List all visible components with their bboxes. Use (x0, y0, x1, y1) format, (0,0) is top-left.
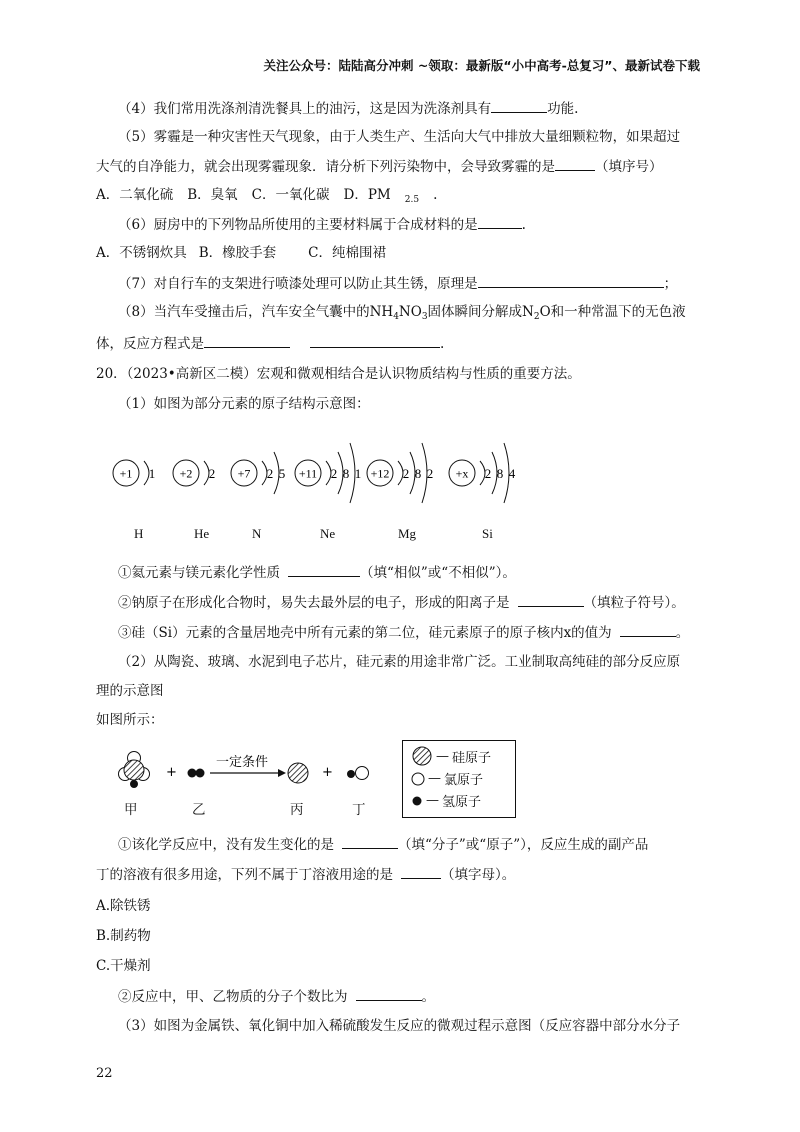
q20-sub2: ②钠原子在形成化合物时，易失去最外层的电子，形成的阳离子是 （填粒子符号）。 (118, 592, 685, 613)
q19-part6-options: A．不锈钢炊具 B．橡胶手套 C．纯棉围裙 (96, 245, 387, 261)
electron-count: 5 (278, 466, 286, 481)
answer-blank (555, 156, 595, 171)
answer-blank (478, 273, 664, 288)
legend-silicon: — 硅原子 (411, 745, 491, 767)
q19-part6: （6）厨房中的下列物品所使用的主要材料属于合成材料的是 . (118, 214, 526, 235)
atom-diagram-ne (295, 443, 361, 503)
molecule-bing (288, 763, 308, 783)
element-symbol-si: Si (482, 526, 493, 541)
electron-count: 8 (414, 466, 422, 481)
label-jia: 甲 (124, 802, 138, 818)
nucleus-charge: +x (455, 466, 469, 481)
legend-hydrogen: — 氢原子 (411, 791, 481, 810)
option-a: A.除铁锈 (96, 898, 151, 914)
option-c: C.干燥剂 (96, 958, 151, 974)
atom-diagram-he (173, 460, 215, 486)
element-symbol-he: He (194, 526, 210, 541)
q20-part2-line2: 理的示意图 (96, 683, 164, 699)
electron-count: 2 (402, 466, 410, 481)
answer-blank (401, 864, 441, 879)
page-number: 22 (96, 1066, 113, 1081)
q20-react1-line2: 丁的溶液有很多用途，下列不属于丁溶液用途的是 （填字母）。 (96, 864, 515, 885)
molecule-jia (119, 752, 150, 789)
label-yi: 乙 (192, 802, 206, 818)
answer-blank (288, 562, 360, 577)
answer-blank (478, 214, 522, 229)
nucleus-charge: +7 (237, 466, 251, 481)
electron-count: 1 (354, 466, 362, 481)
electron-count: 2 (330, 466, 338, 481)
q20-part3: （3）如图为金属铁、氧化铜中加入稀硫酸发生反应的微观过程示意图（反应容器中部分水分子 (118, 1018, 681, 1034)
answer-blank (342, 834, 398, 849)
plus-sign: + (322, 765, 333, 780)
q19-part7: （7）对自行车的支架进行喷漆处理可以防止其生锈，原理是 ； (118, 273, 677, 294)
nucleus-charge: +1 (119, 466, 133, 481)
electron-count: 1 (148, 466, 156, 481)
q19-part8-line2: 体，反应方程式是 . (96, 333, 444, 354)
q20-react1-line1: ①该化学反应中，没有发生变化的是 （填“分子”或“原子”），反应生成的副产品 (118, 834, 648, 855)
atom-structure-diagram (108, 428, 548, 518)
atom-diagram-mg (367, 443, 433, 503)
atom-diagram-h (113, 460, 155, 486)
reaction-legend (402, 740, 516, 818)
electron-count: 8 (342, 466, 350, 481)
element-symbol-n: N (252, 526, 262, 541)
q20-sub3: ③硅（Si）元素的含量居地壳中所有元素的第二位，硅元素原子的原子核内x的值为 。 (118, 622, 689, 643)
label-ding: 丁 (352, 802, 366, 818)
electron-count: 2 (208, 466, 216, 481)
q20-part2-line1: （2）从陶瓷、玻璃、水泥到电子芯片，硅元素的用途非常广泛。工业制取高纯硅的部分反应原 (118, 654, 681, 670)
answer-blank (310, 333, 440, 348)
arrow-label: 一定条件 (216, 755, 269, 770)
option-b: B.制药物 (96, 928, 151, 944)
nucleus-charge: +2 (179, 466, 193, 481)
electron-count: 8 (496, 466, 504, 481)
molecule-yi (188, 769, 205, 778)
legend-chlorine: — 氯原子 (411, 769, 483, 788)
element-symbol-ne: Ne (320, 526, 336, 541)
chlorine-atom-icon (411, 772, 425, 786)
answer-blank (518, 592, 584, 607)
q20-react2: ②反应中，甲、乙物质的分子个数比为 。 (118, 986, 435, 1007)
answer-blank (491, 98, 547, 113)
nucleus-charge: +12 (370, 466, 390, 481)
electron-count: 2 (484, 466, 492, 481)
q19-part4: （4）我们常用洗涤剂清洗餐具上的油污，这是因为洗涤剂具有 功能. (118, 98, 578, 119)
q20-part1: （1）如图为部分元素的原子结构示意图： (118, 396, 370, 412)
answer-blank (620, 622, 676, 637)
q20-title: 20．（2023•高新区二模）宏观和微观相结合是认识物质结构与性质的重要方法。 (96, 366, 581, 382)
element-symbol-mg: Mg (398, 526, 417, 541)
nucleus-charge: +11 (298, 466, 318, 481)
element-symbol-h: H (134, 526, 144, 541)
q19-part5-line1: （5）雾霾是一种灾害性天气现象，由于人类生产、生活向大气中排放大量细颗粒物，如果超过 (118, 129, 681, 145)
plus-sign: + (166, 765, 177, 780)
electron-count: 2 (266, 466, 274, 481)
hydrogen-atom-icon (411, 795, 423, 807)
q19-part8-line1: （8）当汽车受撞击后，汽车安全气囊中的$NH_4NO_3$固体瞬间分解成$N_2O$和一种常温下的无色液 (118, 304, 686, 322)
answer-blank (356, 986, 422, 1001)
electron-count: 4 (508, 466, 516, 481)
page-header: 关注公众号：陆陆高分冲刺 ~领取：最新版“小中高考-总复习”、最新试卷下载 (263, 58, 700, 73)
q19-part5-options: A．二氧化硫 B．臭氧 C．一氧化碳 D．PM $_{2.5}$ . (96, 187, 438, 205)
answer-blank (204, 333, 290, 348)
atom-diagram-n (231, 452, 285, 494)
label-bing: 丙 (290, 802, 304, 818)
atom-diagram-si (449, 443, 516, 503)
molecule-ding (347, 767, 369, 780)
q20-sub1: ①氦元素与镁元素化学性质 （填“相似”或“不相似”）。 (118, 562, 516, 583)
q20-part2-line3: 如图所示： (96, 712, 164, 728)
electron-count: 2 (426, 466, 434, 481)
silicon-atom-icon (411, 745, 433, 767)
q19-part5-line2: 大气的自净能力，就会出现雾霾现象．请分析下列污染物中，会导致雾霾的是 （填序号） (96, 156, 663, 177)
